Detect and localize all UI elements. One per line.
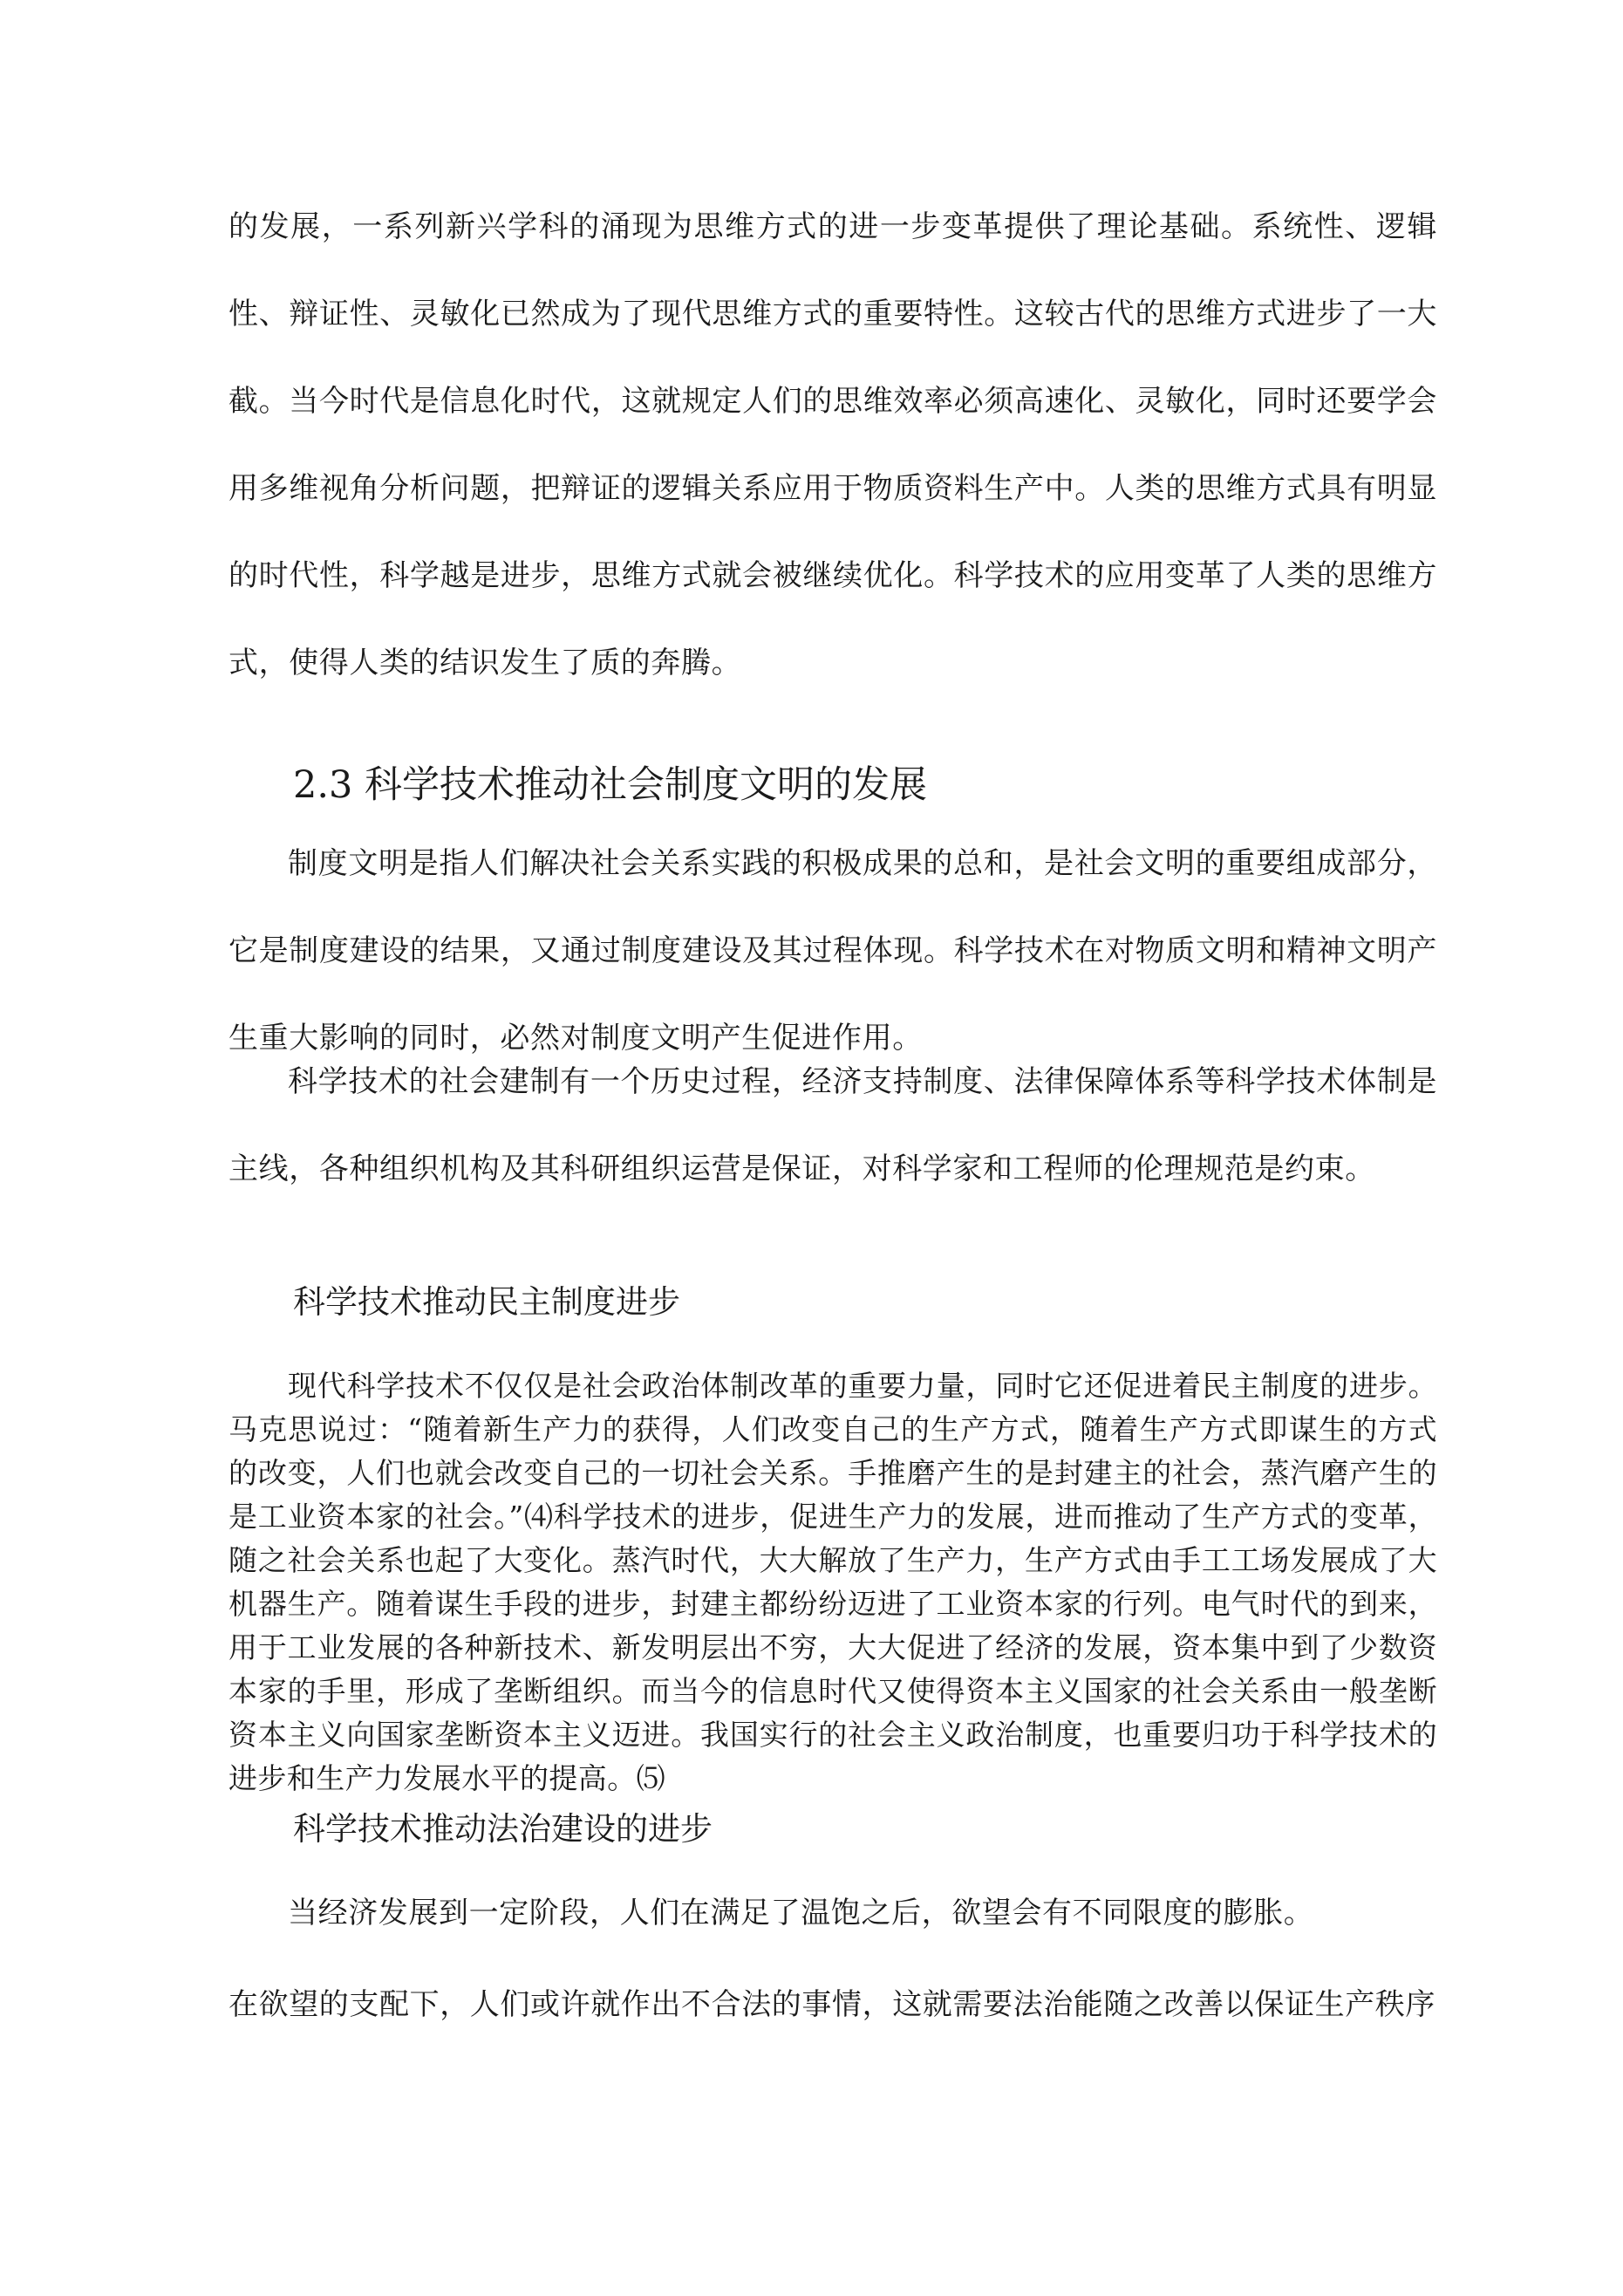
democracy-subheading: 科学技术推动民主制度进步: [293, 1283, 680, 1321]
rule-of-law-paragraph-1: 当经济发展到一定阶段，人们在满足了温饱之后，欲望会有不同限度的膨胀。: [288, 1896, 1314, 1930]
section-heading: 2.3 科学技术推动社会制度文明的发展: [293, 763, 928, 807]
social-institution-paragraph: 科学技术的社会建制有一个历史过程，经济支持制度、法律保障体系等科学技术体制是主线，各种组织机构及其科研组织运营是保证，对科学家和工程师的伦理规范是约束。: [228, 1064, 1437, 1186]
rule-of-law-subheading: 科学技术推动法治建设的进步: [293, 1810, 713, 1848]
institution-civilization-paragraph: 制度文明是指人们解决社会关系实践的积极成果的总和，是社会文明的重要组成部分，它是制度建设的结果，又通过制度建设及其过程体现。科学技术在对物质文明和精神文明产生重大影响的同时，必然对制度文明产生促进作用。: [228, 846, 1437, 1056]
rule-of-law-paragraph-2: 在欲望的支配下，人们或许就作出不合法的事情，这就需要法治能随之改善以保证生产秩序: [228, 1987, 1435, 2022]
democracy-paragraph: 现代科学技术不仅仅是社会政治体制改革的重要力量，同时它还促进着民主制度的进步。马克思说过：“随着新生产力的获得，人们改变自己的生产方式，随着生产方式即谋生的方式的改变，人们也就会改变自己的一切社会关系。手推磨产生的是封建主的社会，蒸汽磨产生的是工业资本家的社会。”⑷科学技术的进步，促进生产力的发展，进而推动了生产方式的变革，随之社会关系也起了大变化。蒸汽时代，大大解放了生产力，生产方式由手工工场发展成了大机器生产。随着谋生手段的进步，封建主都纷纷迈进了工业资本家的行列。电气时代的到来，用于工业发展的各种新技术、新发明层出不穷，大大促进了经济的发展，资本集中到了少数资本家的手里，形成了垄断组织。而当今的信息时代又使得资本主义国家的社会关系由一般垄断资本主义向国家垄断资本主义迈进。我国实行的社会主义政治制度，也重要归功于科学技术的进步和生产力发展水平的提高。⑸: [228, 1369, 1437, 1795]
continuation-paragraph: 的发展，一系列新兴学科的涌现为思维方式的进一步变革提供了理论基础。系统性、逻辑性、辩证性、灵敏化已然成为了现代思维方式的重要特性。这较古代的思维方式进步了一大截。当今时代是信息化时代，这就规定人们的思维效率必须高速化、灵敏化，同时还要学会用多维视角分析问题，把辩证的逻辑关系应用于物质资料生产中。人类的思维方式具有明显的时代性，科学越是进步，思维方式就会被继续优化。科学技术的应用变革了人类的思维方式，使得人类的结识发生了质的奔腾。: [228, 209, 1437, 680]
